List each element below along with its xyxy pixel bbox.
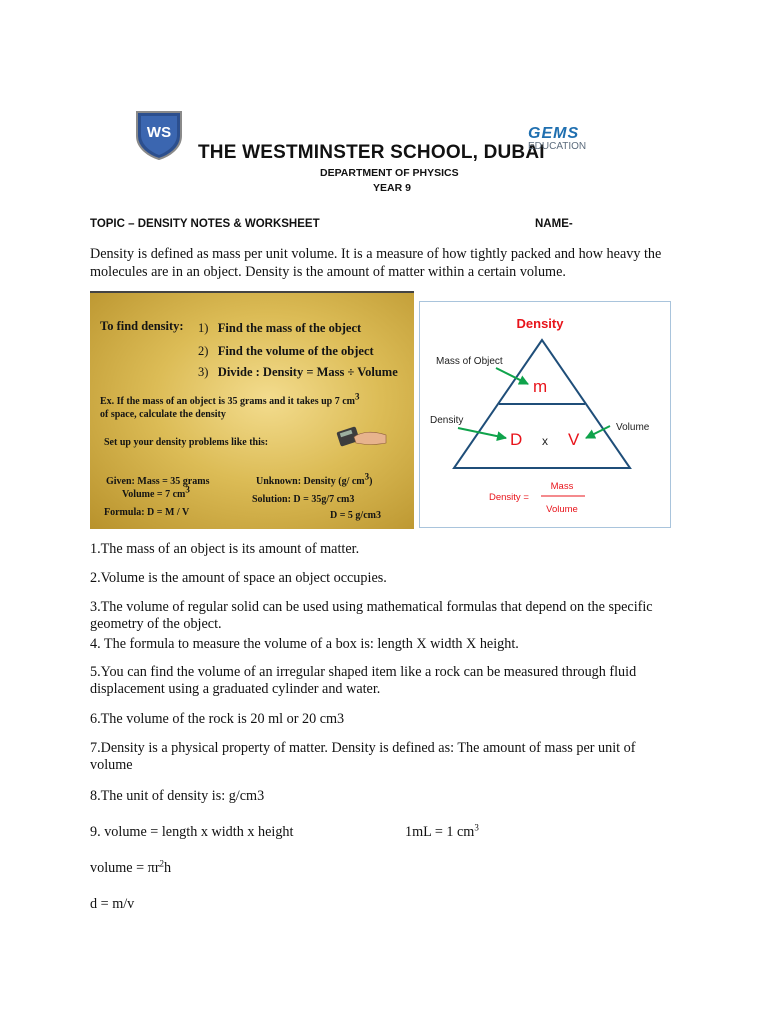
- mass-of-object-label: Mass of Object: [436, 356, 503, 367]
- density-formula: d = m/v: [90, 896, 135, 912]
- example-line-1: [100, 391, 360, 408]
- cyl-suffix: h: [164, 860, 172, 876]
- given-volume-text: Volume = 7 cm: [122, 489, 186, 500]
- step-2: [198, 344, 374, 359]
- m-symbol: m: [533, 377, 548, 396]
- equation-numerator: Mass: [550, 481, 574, 492]
- department-title: DEPARTMENT OF PHYSICS: [320, 167, 459, 179]
- cyl-prefix: volume = πr: [90, 860, 160, 876]
- example-sup: 3: [355, 391, 360, 402]
- statement-6: 6.The volume of the rock is 20 ml or 20 cm3: [90, 711, 345, 727]
- density-triangle-diagram: [419, 301, 671, 528]
- year-label: YEAR 9: [373, 182, 411, 194]
- name-field-label: NAME-: [535, 218, 573, 230]
- step-1-text: Find the mass of the object: [217, 321, 362, 335]
- equation-denominator: Volume: [546, 504, 578, 515]
- cyl-sup: 2: [159, 858, 165, 869]
- unknown-end: ): [369, 476, 373, 487]
- example-line-2: of space, calculate the density: [100, 409, 226, 420]
- gems-logo-word: GEMS: [528, 125, 580, 142]
- school-logo-shield-icon: [135, 110, 183, 160]
- gems-education-logo: [528, 125, 586, 152]
- step-2-number: 2): [198, 344, 209, 358]
- given-mass: Given: Mass = 35 grams: [106, 476, 210, 487]
- unknown-sup: 3: [364, 471, 370, 482]
- given-volume-sup: 3: [185, 484, 190, 495]
- equation-left: Density =: [489, 492, 529, 503]
- step-1-number: 1): [198, 321, 209, 335]
- density-instructions-image: [90, 291, 414, 529]
- result-line: D = 5 g/cm3: [330, 510, 381, 521]
- setup-instruction: Set up your density problems like this:: [104, 437, 269, 448]
- triangle-title: Density: [516, 316, 564, 331]
- school-name: THE WESTMINSTER SCHOOL, DUBAI: [198, 142, 545, 163]
- step-3-text: Divide : Density = Mass ÷ Volume: [217, 365, 398, 379]
- ml-equivalence: [405, 824, 479, 841]
- example-text: Ex. If the mass of an object is 35 grams and it takes up 7 cm: [100, 396, 355, 407]
- statement-1: 1.The mass of an object is its amount of matter.: [90, 541, 360, 557]
- v-symbol: V: [568, 430, 580, 449]
- density-side-label: Density: [430, 415, 464, 426]
- ml-text: 1mL = 1 cm: [405, 824, 475, 840]
- topic-heading: TOPIC – DENSITY NOTES & WORKSHEET: [90, 218, 320, 230]
- statement-3: 3.The volume of regular solid can be used using mathematical formulas that depend on the specific geometry of the object.: [90, 599, 653, 632]
- logo-letters: WS: [146, 124, 172, 141]
- volume-box-formula: 9. volume = length x width x height: [90, 824, 294, 840]
- solution-line: Solution: D = 35g/7 cm3: [252, 494, 355, 505]
- statement-4: 4. The formula to measure the volume of a box is: length X width X height.: [90, 636, 519, 652]
- step-1: [198, 321, 361, 336]
- unknown-line: [256, 471, 373, 488]
- cylinder-volume-formula: [90, 860, 171, 877]
- formula-line: Formula: D = M / V: [104, 507, 190, 518]
- intro-paragraph: Density is defined as mass per unit volume. It is a measure of how tightly packed and how heavy the molecules are in an object. Density is the amount of matter within a certain volume.: [90, 246, 662, 280]
- statement-8: 8.The unit of density is: g/cm3: [90, 788, 265, 804]
- volume-side-label: Volume: [616, 422, 650, 433]
- ml-sup: 3: [474, 822, 479, 833]
- density-arrow: [458, 428, 506, 438]
- calculator-hand-icon: [336, 423, 388, 451]
- find-density-heading: To find density:: [100, 319, 184, 333]
- step-3: [198, 365, 398, 380]
- statement-2: 2.Volume is the amount of space an object occupies.: [90, 570, 387, 586]
- step-2-text: Find the volume of the object: [217, 344, 374, 358]
- times-symbol: x: [542, 434, 548, 448]
- given-volume: [122, 484, 190, 501]
- statement-7: 7.Density is a physical property of matter. Density is defined as: The amount of mass per unit of volume: [90, 740, 636, 773]
- statement-5: 5.You can find the volume of an irregular shaped item like a rock can be measured through fluid displacement using a graduated cylinder and water.: [90, 664, 637, 697]
- unknown-text: Unknown: Density (g/ cm: [256, 476, 365, 487]
- step-3-number: 3): [198, 365, 209, 379]
- gems-logo-sub: EDUCATION: [528, 141, 587, 152]
- mass-arrow: [496, 368, 528, 384]
- d-symbol: D: [510, 430, 523, 449]
